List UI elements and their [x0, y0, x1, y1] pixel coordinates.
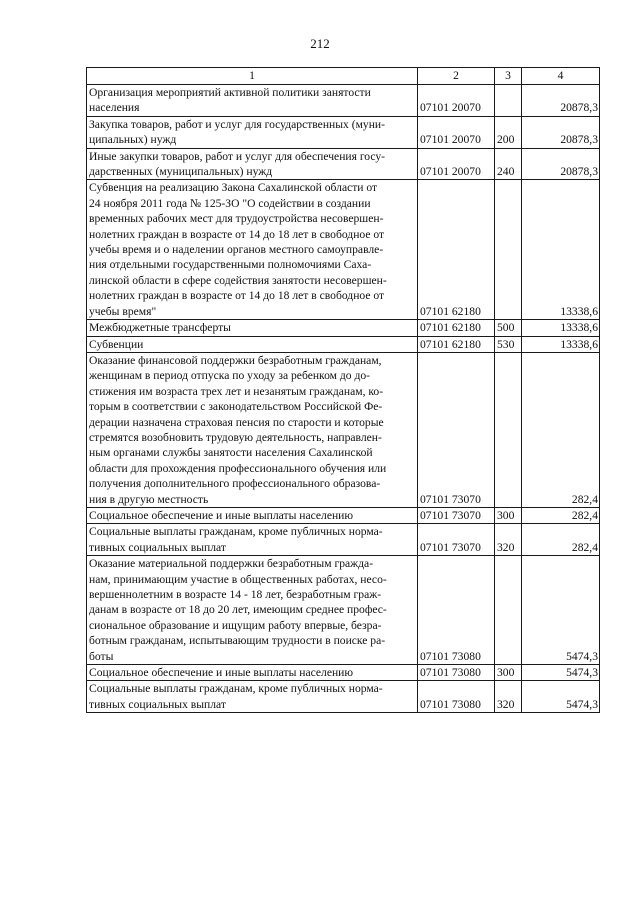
table-row	[87, 85, 600, 117]
description-line: области для прохождения профессионального обучения или	[89, 461, 387, 475]
description-line: ботным гражданам, испытывающим трудности в поиске ра-	[89, 634, 386, 648]
row-amount: 13338,6	[522, 320, 600, 336]
table-row	[87, 336, 600, 352]
header-cell-code: 2	[418, 68, 495, 85]
description-line: Социальное обеспечение и иные выплаты населению	[89, 508, 354, 522]
row-target-code: 07101 73080	[418, 556, 495, 665]
row-description	[87, 352, 418, 507]
description-line: ния отдельными государственными полномочиями Саха-	[89, 258, 372, 272]
description-line: Социальные выплаты гражданам, кроме публичных норма-	[89, 525, 383, 539]
description-line: ния в другую местность	[89, 492, 209, 506]
description-line: Субвенция на реализацию Закона Сахалинской области от	[89, 181, 378, 195]
row-amount: 282,4	[522, 352, 600, 507]
description-line: торым в соответствии с законодательством Российской Фе-	[89, 400, 383, 414]
row-target-code: 07101 62180	[418, 320, 495, 336]
table-row	[87, 681, 600, 713]
description-line: учебы время и о наделении органов местного самоуправле-	[89, 243, 384, 257]
description-line: нолетних граждан в возрасте от 14 до 18 лет в свободное от	[89, 289, 385, 303]
row-description	[87, 320, 418, 336]
row-target-code: 07101 20070	[418, 85, 495, 117]
row-expense-type	[495, 85, 522, 117]
row-target-code: 07101 73070	[418, 507, 495, 523]
row-description	[87, 524, 418, 556]
row-expense-type: 320	[495, 524, 522, 556]
table-row	[87, 320, 600, 336]
description-line: нолетних граждан в возрасте от 14 до 18 лет в свободное от	[89, 227, 385, 241]
description-line: дерации назначена страховая пенсия по старости и которые	[89, 415, 384, 429]
table-row	[87, 556, 600, 665]
description-line: населения	[89, 101, 140, 115]
row-amount: 282,4	[522, 524, 600, 556]
row-amount: 5474,3	[522, 665, 600, 681]
description-line: временных рабочих мест для трудоустройства несовершен-	[89, 212, 384, 226]
table-row	[87, 116, 600, 148]
description-line: Закупка товаров, работ и услуг для государственных (муни-	[89, 117, 385, 131]
row-target-code: 07101 62180	[418, 336, 495, 352]
row-description	[87, 85, 418, 117]
header-cell-sum: 4	[522, 68, 600, 85]
row-target-code: 07101 73070	[418, 352, 495, 507]
description-line: Социальное обеспечение и иные выплаты населению	[89, 666, 354, 680]
description-line: сиональное образование и ищущим работу впервые, безра-	[89, 618, 382, 632]
description-line: женщинам в период отпуска по уходу за ребенком до до-	[89, 369, 371, 383]
row-expense-type	[495, 352, 522, 507]
header-cell-type: 3	[495, 68, 522, 85]
row-description	[87, 148, 418, 180]
description-line: получения дополнительного профессионального образова-	[89, 477, 381, 491]
row-expense-type: 320	[495, 681, 522, 713]
row-target-code: 07101 73070	[418, 524, 495, 556]
row-description	[87, 116, 418, 148]
row-amount: 282,4	[522, 507, 600, 523]
description-line: ным органами службы занятости населения Сахалинской	[89, 446, 373, 460]
table-header-row	[87, 68, 600, 85]
description-line: Оказание финансовой поддержки безработным гражданам,	[89, 353, 382, 367]
row-amount: 20878,3	[522, 116, 600, 148]
description-line: нам, принимающим участие в общественных работах, несо-	[89, 572, 387, 586]
row-amount: 13338,6	[522, 336, 600, 352]
row-target-code: 07101 73080	[418, 681, 495, 713]
description-line: тивных социальных выплат	[89, 697, 226, 711]
description-line: тивных социальных выплат	[89, 540, 226, 554]
row-description	[87, 665, 418, 681]
budget-table	[86, 67, 600, 713]
description-line: боты	[89, 649, 114, 663]
table-row	[87, 180, 600, 320]
row-amount: 5474,3	[522, 556, 600, 665]
row-amount: 13338,6	[522, 180, 600, 320]
description-line: Иные закупки товаров, работ и услуг для обеспечения госу-	[89, 149, 386, 163]
description-line: стижения им возраста трех лет и незанятым гражданам, ко-	[89, 384, 384, 398]
row-target-code: 07101 62180	[418, 180, 495, 320]
row-description	[87, 180, 418, 320]
description-line: учебы время"	[89, 304, 157, 318]
row-expense-type: 300	[495, 665, 522, 681]
row-description	[87, 336, 418, 352]
table-row	[87, 148, 600, 180]
row-expense-type: 200	[495, 116, 522, 148]
description-line: данам в возрасте от 18 до 20 лет, имеющим среднее профес-	[89, 603, 387, 617]
table-row	[87, 352, 600, 507]
description-line: линской области в сфере содействия занятости несовершен-	[89, 273, 387, 287]
header-cell-name: 1	[87, 68, 418, 85]
budget-table-body	[87, 68, 600, 713]
description-line: Межбюджетные трансферты	[89, 321, 231, 335]
row-expense-type: 300	[495, 507, 522, 523]
description-line: дарственных (муниципальных) нужд	[89, 165, 273, 179]
page-number: 212	[310, 36, 330, 51]
row-description	[87, 681, 418, 713]
description-line: Субвенции	[89, 337, 144, 351]
description-line: Организация мероприятий активной политики занятости	[89, 86, 371, 99]
row-target-code: 07101 73080	[418, 665, 495, 681]
row-description	[87, 556, 418, 665]
description-line: вершеннолетним в возрасте 14 - 18 лет, безработным граж-	[89, 588, 382, 601]
row-amount: 20878,3	[522, 148, 600, 180]
table-row	[87, 524, 600, 556]
row-target-code: 07101 20070	[418, 116, 495, 148]
row-amount: 5474,3	[522, 681, 600, 713]
row-expense-type: 500	[495, 320, 522, 336]
description-line: ципальных) нужд	[89, 133, 177, 147]
description-line: 24 ноября 2011 года № 125-ЗО "О содействии в создании	[89, 196, 371, 210]
row-expense-type: 240	[495, 148, 522, 180]
description-line: Социальные выплаты гражданам, кроме публичных норма-	[89, 682, 383, 696]
table-row	[87, 507, 600, 523]
description-line: стремятся возобновить трудовую деятельность, направлен-	[89, 430, 382, 444]
row-description	[87, 507, 418, 523]
row-expense-type: 530	[495, 336, 522, 352]
table-row	[87, 665, 600, 681]
row-expense-type	[495, 180, 522, 320]
row-amount: 20878,3	[522, 85, 600, 117]
row-expense-type	[495, 556, 522, 665]
row-target-code: 07101 20070	[418, 148, 495, 180]
description-line: Оказание материальной поддержки безработным гражда-	[89, 557, 374, 571]
